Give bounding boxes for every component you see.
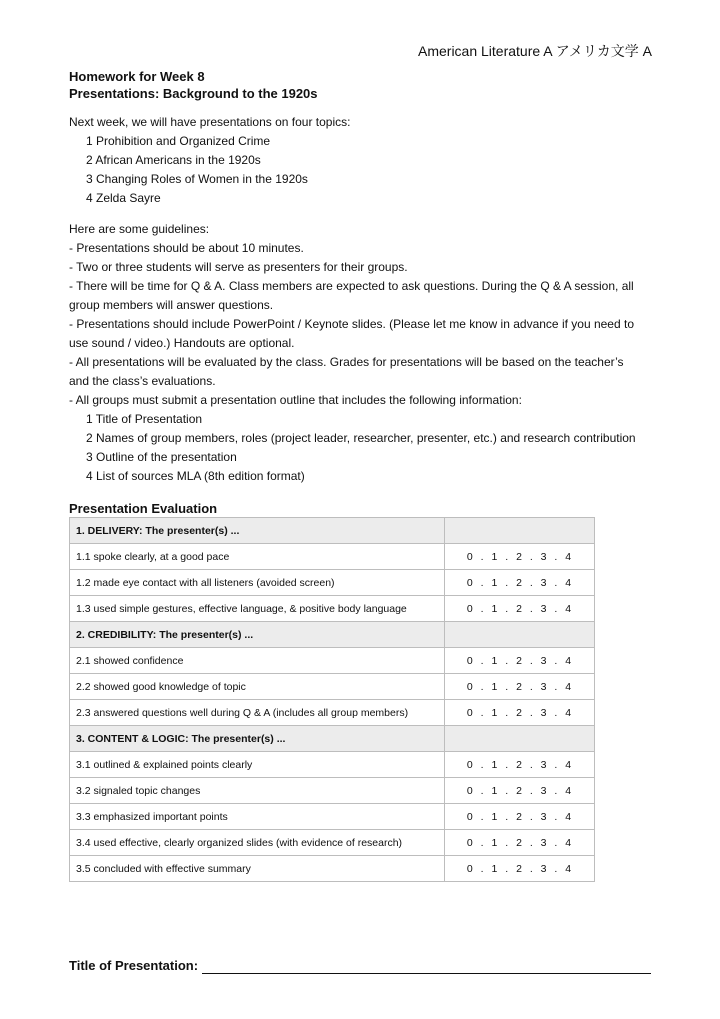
table-row	[70, 700, 595, 726]
guidelines-heading: Here are some guidelines:	[69, 222, 210, 236]
criterion-label: 1.2 made eye contact with all listeners (avoided screen)	[70, 570, 445, 596]
section-scale-cell	[445, 726, 595, 752]
section-heading: 1. DELIVERY: The presenter(s) ...	[70, 518, 445, 544]
criterion-label: 1.1 spoke clearly, at a good pace	[70, 544, 445, 570]
outline-item: 4 List of sources MLA (8th edition format)	[86, 469, 305, 483]
guideline-item-continued: use sound / video.) Handouts are optional.	[69, 336, 295, 350]
rating-scale: 0 . 1 . 2 . 3 . 4	[445, 570, 595, 596]
criterion-label: 3.5 concluded with effective summary	[70, 856, 445, 882]
outline-item: 3 Outline of the presentation	[86, 450, 237, 464]
guideline-item: - Presentations should include PowerPoint / Keynote slides. (Please let me know in advance if you need to	[69, 317, 634, 331]
rating-scale: 0 . 1 . 2 . 3 . 4	[445, 700, 595, 726]
criterion-label: 2.1 showed confidence	[70, 648, 445, 674]
table-row	[70, 778, 595, 804]
criterion-label: 3.1 outlined & explained points clearly	[70, 752, 445, 778]
rating-scale: 0 . 1 . 2 . 3 . 4	[445, 804, 595, 830]
guidelines-section	[69, 220, 659, 486]
table-row	[70, 804, 595, 830]
evaluation-table	[69, 517, 595, 882]
table-row	[70, 830, 595, 856]
guideline-item: - All groups must submit a presentation outline that includes the following information:	[69, 393, 522, 407]
table-row	[70, 596, 595, 622]
table-row	[70, 648, 595, 674]
rating-scale: 0 . 1 . 2 . 3 . 4	[445, 544, 595, 570]
intro-section	[69, 113, 659, 208]
rating-scale: 0 . 1 . 2 . 3 . 4	[445, 856, 595, 882]
guideline-item: - Presentations should be about 10 minutes.	[69, 241, 304, 255]
rating-scale: 0 . 1 . 2 . 3 . 4	[445, 752, 595, 778]
table-row	[70, 674, 595, 700]
guideline-item: - There will be time for Q & A. Class members are expected to ask questions. During the Q & A session, all	[69, 279, 634, 293]
homework-subtitle: Presentations: Background to the 1920s	[69, 86, 318, 101]
rating-scale: 0 . 1 . 2 . 3 . 4	[445, 596, 595, 622]
guideline-item: - All presentations will be evaluated by the class. Grades for presentations will be based on the teacher’s	[69, 355, 624, 369]
intro-text: Next week, we will have presentations on four topics:	[69, 115, 351, 129]
section-scale-cell	[445, 622, 595, 648]
homework-week-heading: Homework for Week 8	[69, 69, 205, 84]
rating-scale: 0 . 1 . 2 . 3 . 4	[445, 830, 595, 856]
section-heading: 3. CONTENT & LOGIC: The presenter(s) ...	[70, 726, 445, 752]
topic-item: 1 Prohibition and Organized Crime	[86, 134, 271, 148]
topic-item: 3 Changing Roles of Women in the 1920s	[86, 172, 308, 186]
evaluation-title: Presentation Evaluation	[69, 501, 218, 516]
rating-scale: 0 . 1 . 2 . 3 . 4	[445, 778, 595, 804]
presentation-title-blank-line[interactable]	[202, 960, 651, 974]
criterion-label: 2.2 showed good knowledge of topic	[70, 674, 445, 700]
outline-item: 1 Title of Presentation	[86, 412, 203, 426]
criterion-label: 1.3 used simple gestures, effective language, & positive body language	[70, 596, 445, 622]
section-heading: 2. CREDIBILITY: The presenter(s) ...	[70, 622, 445, 648]
course-title: American Literature A アメリカ文学 A	[418, 43, 652, 59]
criterion-label: 2.3 answered questions well during Q & A (includes all group members)	[70, 700, 445, 726]
presentation-title-label: Title of Presentation:	[69, 958, 199, 973]
table-row	[70, 752, 595, 778]
guideline-item-continued: and the class’s evaluations.	[69, 374, 216, 388]
rating-scale: 0 . 1 . 2 . 3 . 4	[445, 648, 595, 674]
table-section-row	[70, 518, 595, 544]
table-section-row	[70, 622, 595, 648]
criterion-label: 3.2 signaled topic changes	[70, 778, 445, 804]
rating-scale: 0 . 1 . 2 . 3 . 4	[445, 674, 595, 700]
topic-item: 4 Zelda Sayre	[86, 191, 161, 205]
criterion-label: 3.3 emphasized important points	[70, 804, 445, 830]
table-row	[70, 570, 595, 596]
guideline-item-continued: group members will answer questions.	[69, 298, 274, 312]
criterion-label: 3.4 used effective, clearly organized slides (with evidence of research)	[70, 830, 445, 856]
guideline-item: - Two or three students will serve as presenters for their groups.	[69, 260, 408, 274]
table-section-row	[70, 726, 595, 752]
section-scale-cell	[445, 518, 595, 544]
homework-title	[69, 68, 318, 102]
outline-item: 2 Names of group members, roles (project leader, researcher, presenter, etc.) and research contribution	[86, 431, 636, 445]
topic-item: 2 African Americans in the 1920s	[86, 153, 261, 167]
presentation-title-field	[69, 957, 651, 974]
table-row	[70, 856, 595, 882]
table-row	[70, 544, 595, 570]
